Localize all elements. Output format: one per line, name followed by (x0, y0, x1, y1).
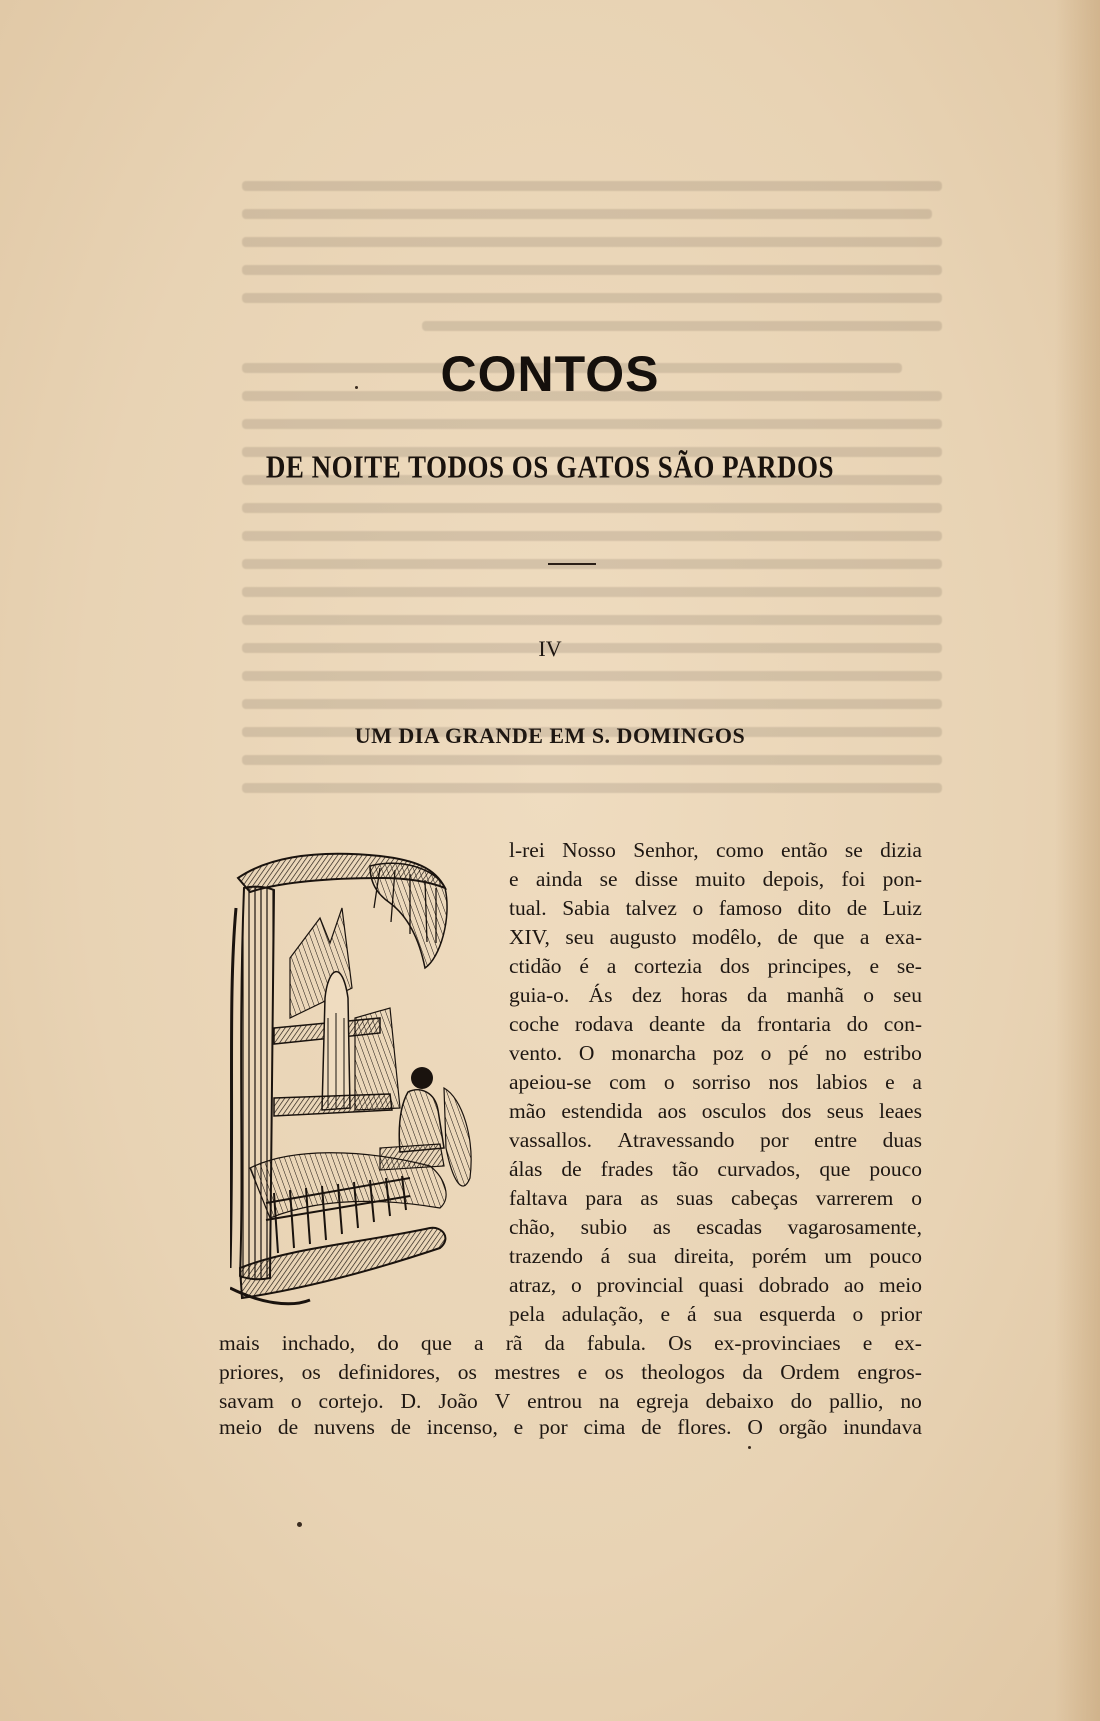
text-line: mão estendida aos osculos dos seus leaes (509, 1099, 922, 1123)
section-title: UM DIA GRANDE EM S. DOMINGOS (354, 723, 746, 748)
bleed-through-texture (222, 175, 942, 815)
bleed-lines (222, 175, 942, 815)
text-line: tual. Sabia talvez o famoso dito de Luiz (509, 896, 922, 920)
text-line: vento. O monarcha poz o pé no estribo (509, 1041, 922, 1065)
text-line: mais inchado, do que a rã da fabula. Os ex-provinciaes e ex- (219, 1331, 922, 1355)
text-line: pela adulação, e á sua esquerda o prior (509, 1302, 922, 1326)
text-line: savam o cortejo. D. João V entrou na egreja debaixo do pallio, no (219, 1389, 922, 1413)
page-edge-shadow (1055, 0, 1100, 1721)
text-line: coche rodava deante da frontaria do con- (509, 1012, 922, 1036)
text-line: apeiou-se com o sorriso nos labios e a (509, 1070, 922, 1094)
story-title: DE NOITE TODOS OS GATOS SÃO PARDOS (265, 449, 835, 485)
text-line: guia-o. Ás dez horas da manhã o seu (509, 983, 922, 1007)
text-line: ctidão é a cortezia dos principes, e se- (509, 954, 922, 978)
text-line: e ainda se disse muito depois, foi pon- (509, 867, 922, 891)
text-line: meio de nuvens de incenso, e por cima de flores. O orgão inundava (219, 1415, 922, 1439)
paper-speck (748, 1446, 751, 1449)
text-line: álas de frades tão curvados, que pouco (509, 1157, 922, 1181)
text-line: l-rei Nosso Senhor, como então se dizia (509, 838, 922, 862)
text-line: priores, os definidores, os mestres e os theologos da Ordem engros- (219, 1360, 922, 1384)
text-line: faltava para as suas cabeças varrerem o (509, 1186, 922, 1210)
text-line: chão, subio as escadas vagarosamente, (509, 1215, 922, 1239)
text-line: trazendo á sua direita, porém um pouco (509, 1244, 922, 1268)
chapter-numeral: IV (538, 636, 562, 661)
text-line: XIV, seu augusto modêlo, de que a exa- (509, 925, 922, 949)
text-line: vassallos. Atravessando por entre duas (509, 1128, 922, 1152)
paper-speck (355, 386, 358, 389)
text-line: atraz, o provincial quasi dobrado ao meio (509, 1273, 922, 1297)
decorated-initial-e-icon (230, 848, 482, 1316)
page-title: CONTOS (440, 346, 660, 402)
divider-rule (548, 563, 596, 565)
paper-speck (297, 1522, 302, 1527)
